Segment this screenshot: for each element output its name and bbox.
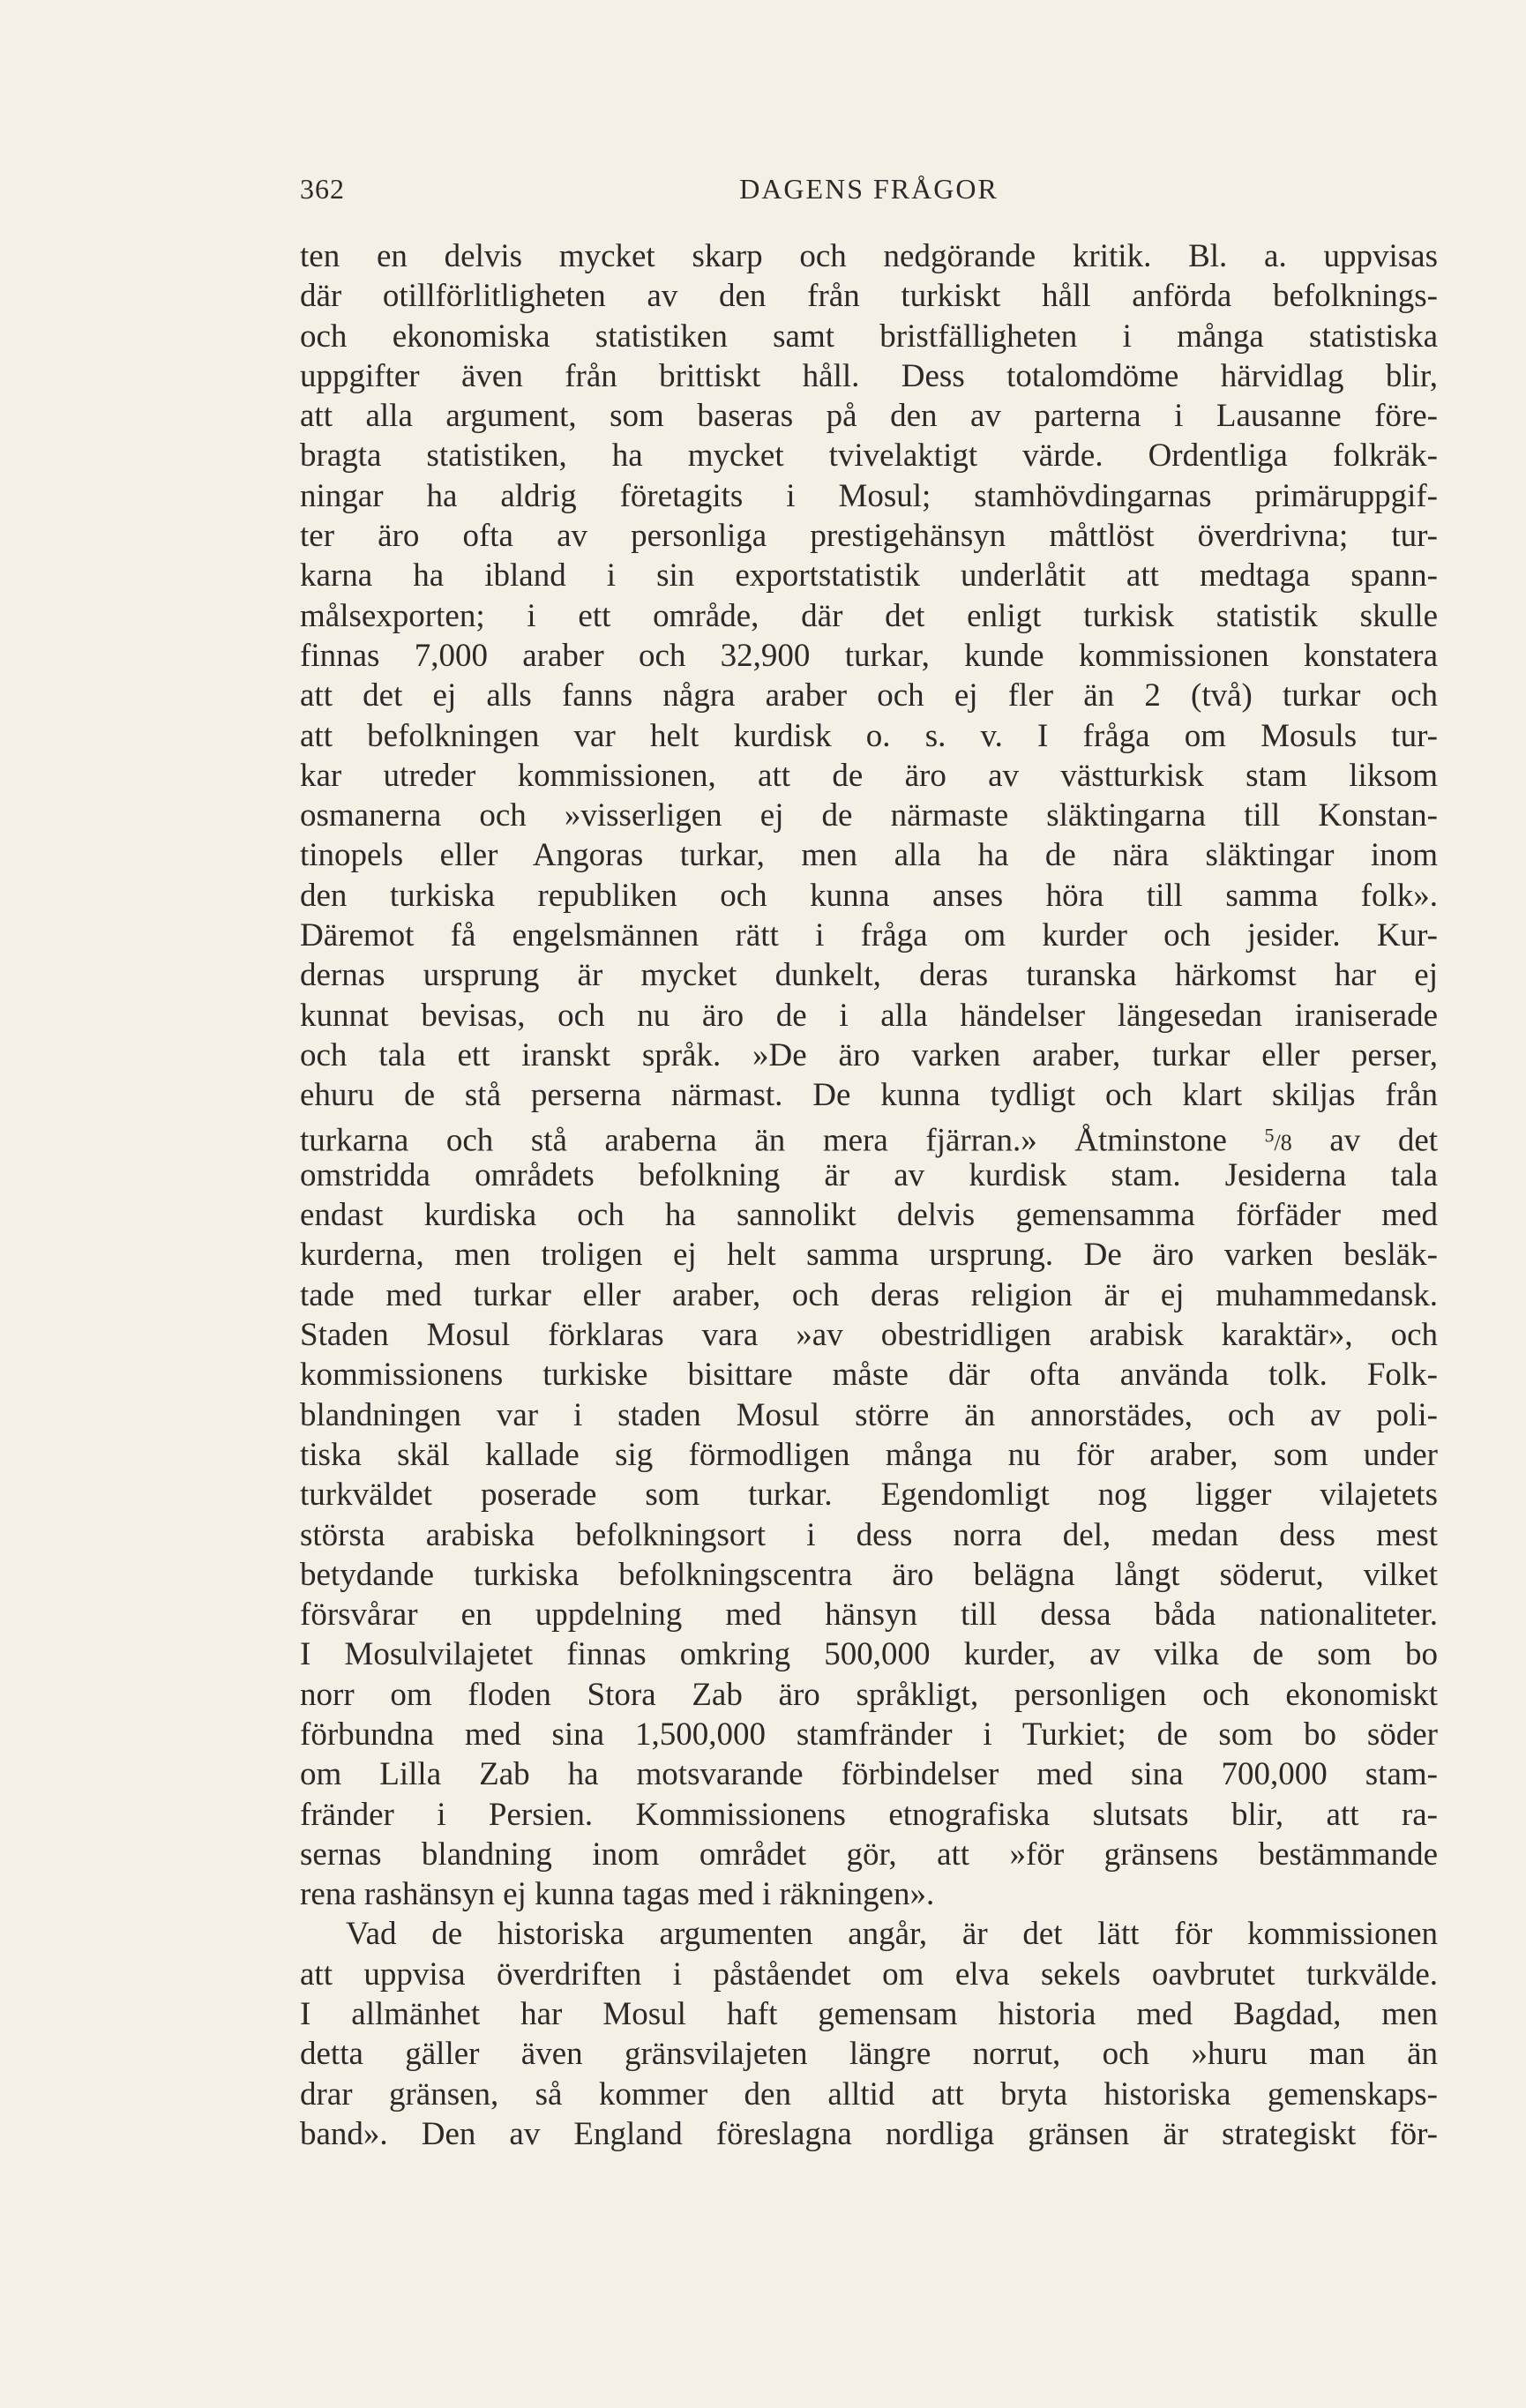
text-line-with-fraction xyxy=(300,1116,1439,1159)
text-line: ter äro ofta av personliga prestigehänsyn måttlöst överdrivna; tur- xyxy=(300,518,1438,555)
text-line: bragta statistiken, ha mycket tvivelaktigt värde. Ordentliga folkräk- xyxy=(300,437,1438,475)
paragraph-end-line: rena rashänsyn ej kunna tagas med i räkningen». xyxy=(300,1876,935,1913)
page-number: 362 xyxy=(300,173,345,205)
fraction-trailing-text: av det xyxy=(1329,1122,1439,1159)
body-text xyxy=(300,236,1438,2154)
text-line: att alla argument, som baseras på den av parterna i Lausanne före- xyxy=(300,398,1438,435)
text-line: karna ha ibland i sin exportstatistik underlåtit att medtaga spann- xyxy=(300,557,1438,595)
text-line: detta gäller även gränsvilajeten längre norrut, och »huru man än xyxy=(300,2036,1438,2073)
text-line: och tala ett iranskt språk. »De äro varken araber, turkar eller perser, xyxy=(300,1036,1438,1073)
fraction: $^5$/8 xyxy=(1264,1124,1292,1156)
text-line: sernas blandning inom området gör, att »för gränsens bestämmande xyxy=(300,1836,1438,1873)
text-line: och ekonomiska statistiken samt bristfälligheten i många statistiska xyxy=(300,318,1438,355)
text-line: största arabiska befolkningsort i dess norra del, medan dess mest xyxy=(300,1516,1438,1553)
text-line: Staden Mosul förklaras vara »av obestridligen arabisk karaktär», och xyxy=(300,1317,1438,1354)
text-line: I Mosulvilajetet finnas omkring 500,000 kurder, av vilka de som bo xyxy=(300,1636,1438,1673)
text-line: att det ej alls fanns några araber och ej fler än 2 (två) turkar och xyxy=(300,677,1438,714)
text-line: där otillförlitligheten av den från turkiskt håll anförda befolknings- xyxy=(300,278,1438,315)
text-line: kommissionens turkiske bisittare måste där ofta använda tolk. Folk- xyxy=(300,1357,1438,1394)
text-line: uppgifter även från brittiskt håll. Dess totalomdöme härvidlag blir, xyxy=(300,357,1438,394)
text-line: ningar ha aldrig företagits i Mosul; stamhövdingarnas primäruppgif- xyxy=(300,477,1438,514)
text-line: Däremot få engelsmännen rätt i fråga om kurder och jesider. Kur- xyxy=(300,917,1438,954)
text-line: att uppvisa överdriften i påståendet om elva sekels oavbrutet turkvälde. xyxy=(300,1956,1438,1993)
text-line: försvårar en uppdelning med hänsyn till dessa båda nationaliteter. xyxy=(300,1597,1438,1634)
fraction-line-text: turkarna och stå araberna än mera fjärran.» Åtminstone xyxy=(300,1122,1227,1159)
text-line: kurderna, men troligen ej helt samma ursprung. De äro varken besläk- xyxy=(300,1237,1438,1274)
text-line: målsexporten; i ett område, där det enligt turkisk statistik skulle xyxy=(300,597,1438,634)
text-line: kar utreder kommissionen, att de äro av västturkisk stam liksom xyxy=(300,757,1438,794)
text-line: att befolkningen var helt kurdisk o. s. v. I fråga om Mosuls tur- xyxy=(300,717,1438,754)
text-line: tade med turkar eller araber, och deras religion är ej muhammedansk. xyxy=(300,1276,1438,1313)
text-line: turkväldet poserade som turkar. Egendomligt nog ligger vilajetets xyxy=(300,1477,1438,1514)
text-line: norr om floden Stora Zab äro språkligt, personligen och ekonomiskt xyxy=(300,1676,1438,1713)
text-line: blandningen var i staden Mosul större än annorstädes, och av poli- xyxy=(300,1396,1438,1433)
text-line: den turkiska republiken och kunna anses höra till samma folk». xyxy=(300,877,1438,914)
text-line: förbundna med sina 1,500,000 stamfränder i Turkiet; de som bo söder xyxy=(300,1716,1438,1753)
text-line: endast kurdiska och ha sannolikt delvis gemensamma förfäder med xyxy=(300,1197,1438,1234)
text-line: drar gränsen, så kommer den alltid att bryta historiska gemenskaps- xyxy=(300,2075,1438,2113)
paragraph-start-line: Vad de historiska argumenten angår, är det lätt för kommissionen xyxy=(346,1916,1438,1953)
text-line: ehuru de stå perserna närmast. De kunna tydligt och klart skiljas från xyxy=(300,1077,1438,1114)
text-line: betydande turkiska befolkningscentra äro belägna långt söderut, vilket xyxy=(300,1556,1438,1593)
running-head xyxy=(300,173,1438,213)
text-line: tiska skäl kallade sig förmodligen många nu för araber, som under xyxy=(300,1436,1438,1473)
fraction-numerator: 5 xyxy=(1264,1124,1275,1147)
text-line: I allmänhet har Mosul haft gemensam historia med Bagdad, men xyxy=(300,1996,1438,2033)
fraction-denominator: 8 xyxy=(1280,1130,1292,1156)
text-line: osmanerna och »visserligen ej de närmaste släktingarna till Konstan- xyxy=(300,797,1438,834)
running-title: DAGENS FRÅGOR xyxy=(739,173,999,205)
text-line: band». Den av England föreslagna nordliga gränsen är strategiskt för- xyxy=(300,2115,1438,2152)
text-line: tinopels eller Angoras turkar, men alla ha de nära släktingar inom xyxy=(300,837,1438,874)
text-line: kunnat bevisas, och nu äro de i alla händelser längesedan iraniserade xyxy=(300,997,1438,1034)
text-line: om Lilla Zab ha motsvarande förbindelser med sina 700,000 stam- xyxy=(300,1756,1438,1793)
text-line: omstridda områdets befolkning är av kurdisk stam. Jesiderna tala xyxy=(300,1156,1438,1193)
text-line: finnas 7,000 araber och 32,900 turkar, kunde kommissionen konstatera xyxy=(300,637,1438,674)
text-line: ten en delvis mycket skarp och nedgörande kritik. Bl. a. uppvisas xyxy=(300,238,1438,274)
text-line: fränder i Persien. Kommissionens etnografiska slutsats blir, att ra- xyxy=(300,1796,1438,1833)
text-line: dernas ursprung är mycket dunkelt, deras turanska härkomst har ej xyxy=(300,957,1438,994)
